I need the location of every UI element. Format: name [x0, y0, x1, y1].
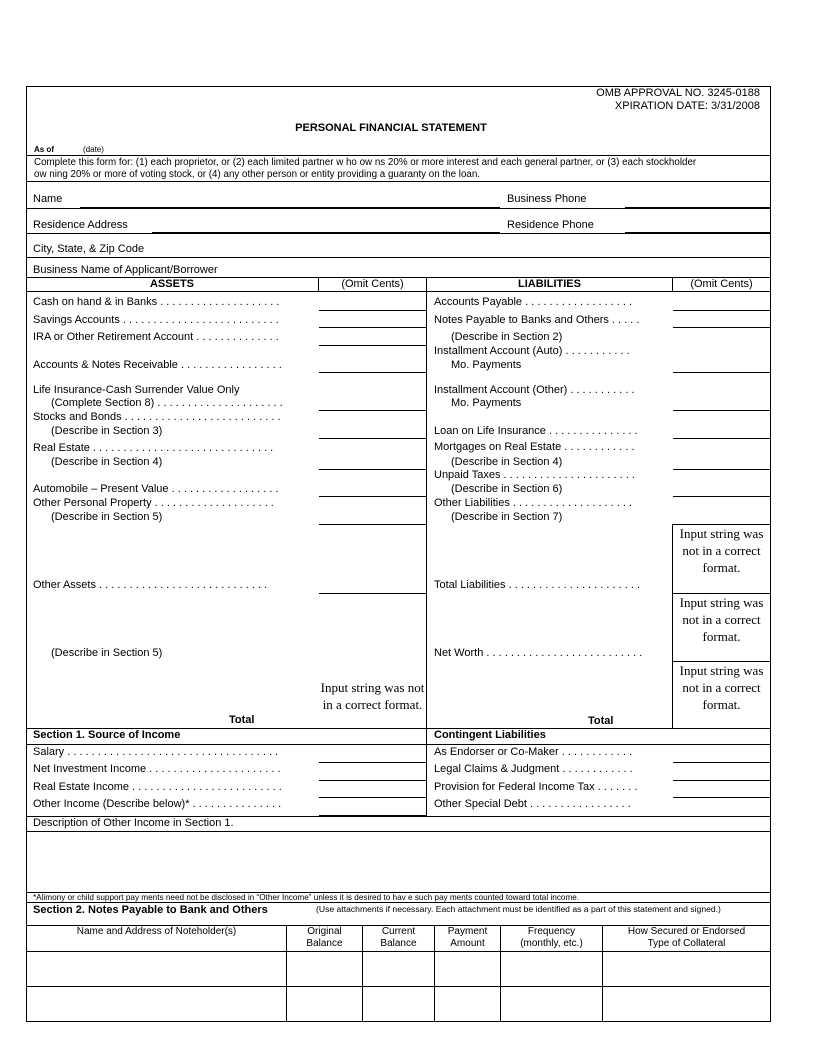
- col-original-2: Balance: [306, 938, 343, 949]
- instructions-line-2: ow ning 20% or more of voting stock, or (4) any other person or entity providing a guaranty on the loan.: [34, 169, 481, 180]
- col-secured-2: Type of Collateral: [647, 938, 726, 949]
- other-liabilities-value: Input string was not in a correct format.: [679, 526, 764, 575]
- liabilities-omit-cents: (Omit Cents): [690, 278, 753, 290]
- liab-life-insurance-loan: Loan on Life Insurance . . . . . . . . . . . . . . .: [434, 425, 638, 437]
- col-current-1: Current: [381, 926, 416, 937]
- notes-table-row[interactable]: [27, 987, 770, 1020]
- liab-mortgages: Mortgages on Real Estate . . . . . . . . . . . .: [434, 441, 635, 453]
- asset-stocks-sub: (Describe in Section 3): [51, 425, 163, 437]
- frame-bottom: [26, 1021, 771, 1022]
- liab-unpaid-taxes-sub: (Describe in Section 6): [451, 483, 563, 495]
- contingent-legal: Legal Claims & Judgment . . . . . . . . . . . .: [434, 763, 633, 775]
- assets-total-label: Total: [229, 714, 255, 726]
- other-income-description-field[interactable]: [27, 832, 770, 892]
- asset-real-estate: Real Estate . . . . . . . . . . . . . . . . . . . . . . . . . . . . . .: [33, 442, 274, 454]
- asset-real-estate-sub: (Describe in Section 4): [51, 456, 163, 468]
- liab-installment-auto-payments: Mo. Payments: [451, 359, 522, 371]
- section1-title: Section 1. Source of Income: [33, 729, 181, 741]
- contingent-value-field[interactable]: [673, 780, 770, 781]
- liab-unpaid-taxes: Unpaid Taxes . . . . . . . . . . . . . . . . . . . . . .: [434, 469, 635, 481]
- liab-value-field[interactable]: [673, 496, 770, 497]
- liab-notes-payable-sub: (Describe in Section 2): [451, 331, 563, 343]
- asset-value-field[interactable]: [319, 310, 426, 311]
- asset-receivable: Accounts & Notes Receivable . . . . . . . . . . . . . . . . .: [33, 359, 282, 371]
- contingent-endorser: As Endorser or Co-Maker . . . . . . . . . . . .: [434, 746, 633, 758]
- liab-installment-other: Installment Account (Other) . . . . . . . . . . .: [434, 384, 635, 396]
- liab-value-field[interactable]: [673, 469, 770, 470]
- notes-table-row[interactable]: [27, 952, 770, 985]
- liab-notes-payable: Notes Payable to Banks and Others . . . . .: [434, 314, 640, 326]
- instructions-line-1: Complete this form for: (1) each proprietor, or (2) each limited partner w ho ow ns 20% or more interest and each general partner, or (3) each stockholder: [34, 157, 697, 168]
- income-value-field[interactable]: [319, 780, 426, 781]
- asset-life-insurance-sub: (Complete Section 8) . . . . . . . . . . . . . . . . . . . . .: [51, 397, 283, 409]
- income-real-estate: Real Estate Income . . . . . . . . . . . . . . . . . . . . . . . . .: [33, 781, 282, 793]
- col-payment-1: Payment: [447, 926, 488, 937]
- asset-other: Other Assets . . . . . . . . . . . . . . . . . . . . . . . . . . . .: [33, 579, 268, 591]
- section2-note: (Use attachments if necessary. Each attachment must be identified as a part of this statement and signed.): [316, 904, 721, 914]
- liab-value-field[interactable]: [673, 310, 770, 311]
- income-investment: Net Investment Income . . . . . . . . . . . . . . . . . . . . . .: [33, 763, 281, 775]
- name-label: Name: [33, 193, 63, 205]
- divider: [26, 233, 771, 234]
- asset-value-field[interactable]: [319, 372, 426, 373]
- liabilities-total-label: Total: [588, 715, 614, 727]
- page-title: PERSONAL FINANCIAL STATEMENT: [295, 122, 487, 134]
- business-name-label: Business Name of Applicant/Borrower: [33, 264, 218, 276]
- col-frequency-2: (monthly, etc.): [520, 938, 583, 949]
- liab-other-sub: (Describe in Section 7): [451, 511, 563, 523]
- section2-title: Section 2. Notes Payable to Bank and Others: [33, 904, 268, 916]
- liab-value-field[interactable]: [673, 327, 770, 328]
- alimony-footnote: *Alimony or child support pay ments need not be disclosed in “Other Income” unless it is desired to hav e such pay ments counted toward total income.: [33, 893, 580, 902]
- as-of-label: As of: [34, 145, 54, 154]
- divider: [426, 277, 427, 817]
- contingent-tax: Provision for Federal Income Tax . . . . . . .: [434, 781, 638, 793]
- date-hint: (date): [83, 145, 104, 154]
- income-value-field[interactable]: [319, 762, 426, 763]
- col-secured-1: How Secured or Endorsed: [627, 926, 746, 937]
- net-worth-value: Input string was not in a correct format.: [679, 663, 764, 712]
- liab-value-field[interactable]: [673, 372, 770, 373]
- other-income-description-label: Description of Other Income in Section 1.: [33, 817, 234, 829]
- income-other: Other Income (Describe below)* . . . . . . . . . . . . . . .: [33, 798, 282, 810]
- liab-total: Total Liabilities . . . . . . . . . . . . . . . . . . . . . .: [434, 579, 641, 591]
- contingent-value-field[interactable]: [673, 762, 770, 763]
- col-noteholder: Name and Address of Noteholder(s): [76, 926, 237, 937]
- contingent-other-debt: Other Special Debt . . . . . . . . . . . . . . . . .: [434, 798, 631, 810]
- assets-omit-cents: (Omit Cents): [341, 278, 404, 290]
- liab-value-field[interactable]: [673, 438, 770, 439]
- total-liabilities-value: Input string was not in a correct format.: [679, 595, 764, 644]
- income-value-field[interactable]: [319, 797, 426, 798]
- asset-stocks: Stocks and Bonds . . . . . . . . . . . . . . . . . . . . . . . . . .: [33, 411, 281, 423]
- asset-value-field[interactable]: [319, 496, 426, 497]
- asset-automobile: Automobile – Present Value . . . . . . . . . . . . . . . . . .: [33, 483, 279, 495]
- business-phone-label: Business Phone: [507, 193, 587, 205]
- col-current-2: Balance: [380, 938, 417, 949]
- assets-total-value: Input string was not in a correct format.: [320, 680, 425, 712]
- divider: [26, 155, 771, 156]
- asset-value-field[interactable]: [319, 327, 426, 328]
- asset-value-field[interactable]: [319, 410, 426, 411]
- divider: [26, 208, 771, 209]
- divider: [26, 744, 771, 745]
- assets-header: ASSETS: [149, 278, 194, 290]
- divider: [26, 291, 771, 292]
- col-payment-2: Amount: [450, 938, 485, 949]
- liab-other: Other Liabilities . . . . . . . . . . . . . . . . . . . .: [434, 497, 633, 509]
- asset-life-insurance: Life Insurance-Cash Surrender Value Only: [33, 384, 240, 396]
- divider: [672, 277, 673, 291]
- liab-installment-other-payments: Mo. Payments: [451, 397, 522, 409]
- frame-right: [770, 86, 771, 1022]
- asset-personal-property: Other Personal Property . . . . . . . . . . . . . . . . . . . .: [33, 497, 274, 509]
- omb-approval: OMB APPROVAL NO. 3245-0188: [596, 87, 760, 99]
- asset-other-sub: (Describe in Section 5): [51, 647, 163, 659]
- liab-accounts-payable: Accounts Payable . . . . . . . . . . . . . . . . . .: [434, 296, 633, 308]
- residence-phone-label: Residence Phone: [507, 219, 594, 231]
- contingent-value-field[interactable]: [673, 797, 770, 798]
- residence-address-label: Residence Address: [33, 219, 128, 231]
- asset-value-field[interactable]: [319, 593, 426, 594]
- income-salary: Salary . . . . . . . . . . . . . . . . . . . . . . . . . . . . . . . . . . .: [33, 746, 279, 758]
- liab-value-field[interactable]: [673, 410, 770, 411]
- divider: [318, 277, 319, 291]
- divider: [26, 902, 771, 903]
- asset-value-field[interactable]: [319, 345, 426, 346]
- expiration-date: XPIRATION DATE: 3/31/2008: [614, 100, 760, 112]
- col-original-1: Original: [307, 926, 342, 937]
- liab-installment-auto: Installment Account (Auto) . . . . . . . . . . .: [434, 345, 630, 357]
- col-frequency-1: Frequency: [527, 926, 576, 937]
- contingent-title: Contingent Liabilities: [434, 729, 546, 741]
- liab-mortgages-sub: (Describe in Section 4): [451, 456, 563, 468]
- asset-ira: IRA or Other Retirement Account . . . . . . . . . . . . . .: [33, 331, 279, 343]
- asset-value-field[interactable]: [319, 438, 426, 439]
- asset-personal-property-sub: (Describe in Section 5): [51, 511, 163, 523]
- asset-cash: Cash on hand & in Banks . . . . . . . . . . . . . . . . . . . .: [33, 296, 280, 308]
- asset-savings: Savings Accounts . . . . . . . . . . . . . . . . . . . . . . . . . .: [33, 314, 279, 326]
- liab-net-worth: Net Worth . . . . . . . . . . . . . . . . . . . . . . . . . .: [434, 647, 643, 659]
- asset-value-field[interactable]: [319, 524, 426, 525]
- divider: [26, 257, 771, 258]
- divider: [26, 181, 771, 182]
- city-state-zip-label: City, State, & Zip Code: [33, 243, 145, 255]
- asset-value-field[interactable]: [319, 469, 426, 470]
- liabilities-header: LIABILITIES: [518, 278, 581, 290]
